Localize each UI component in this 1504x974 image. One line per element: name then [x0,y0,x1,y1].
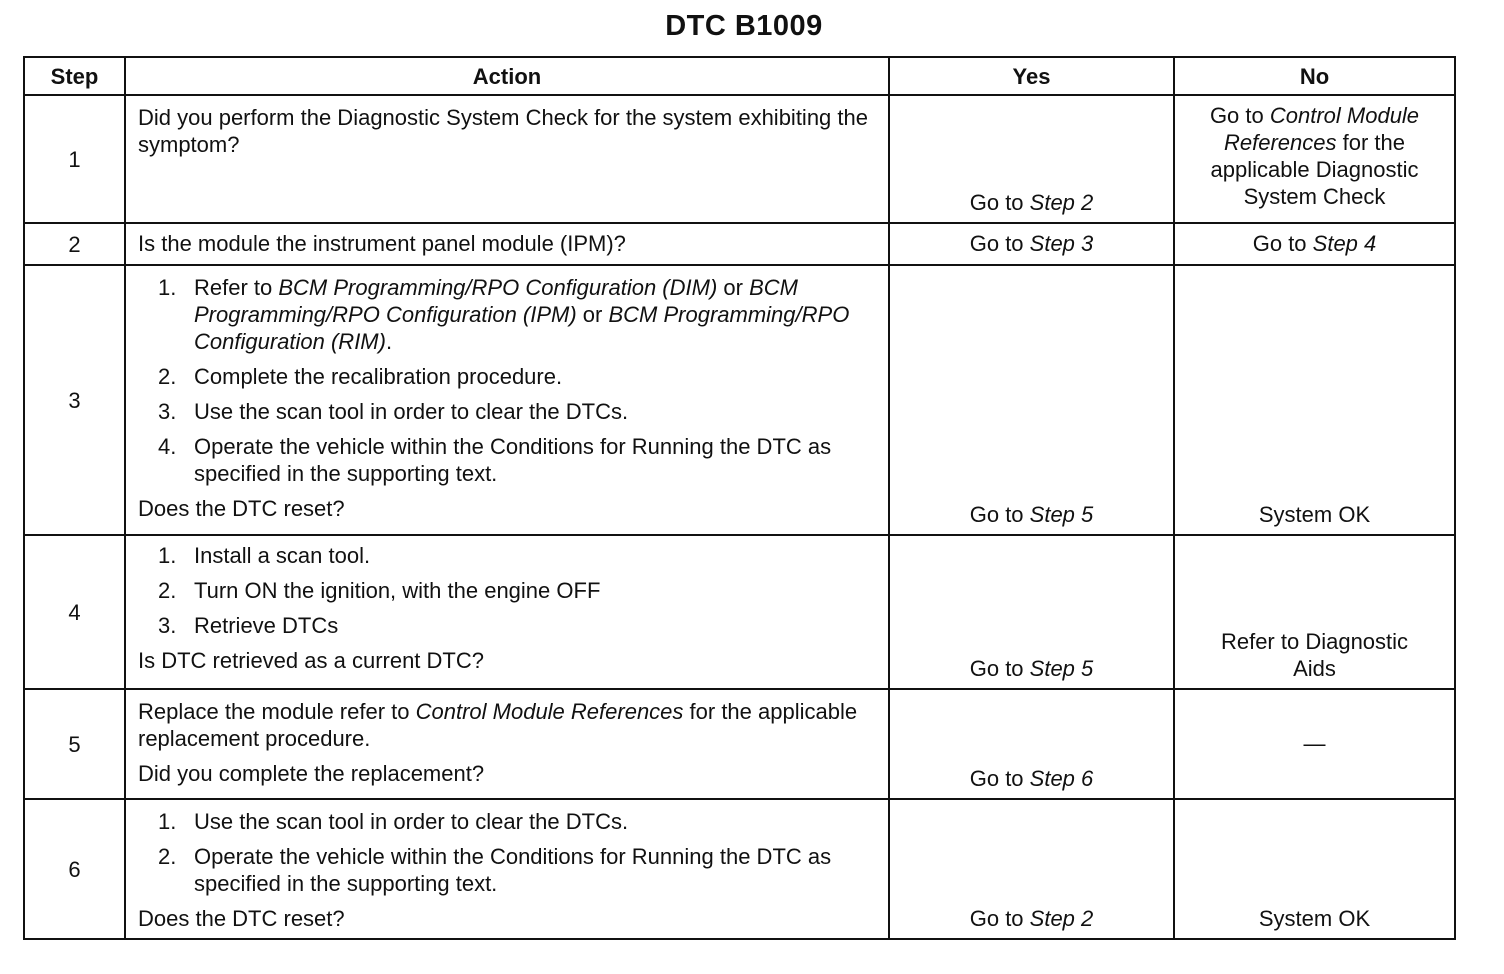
table-row [24,689,1455,799]
question-text: Did you complete the replacement? [138,761,485,786]
item-number: 1. [158,275,177,300]
reference-link[interactable]: Control Module References [415,699,684,724]
item-number: 1. [158,543,177,568]
no-suffix: for the applicable Diagnostic System Check [1210,130,1419,209]
step-link[interactable]: Step 4 [1312,230,1377,256]
yes-prefix: Go to [969,502,1030,527]
list-item [138,542,878,569]
item-number: 1. [158,809,177,834]
yes-prefix: Go to [969,190,1030,215]
reference-link[interactable]: BCM Programming/RPO Configuration (DIM) [278,275,718,300]
item-text: Use the scan tool in order to clear the DTCs. [194,399,629,424]
action-cell [125,95,889,223]
reference-link[interactable]: BCM Programming/RPO Configuration (IPM) [194,275,798,327]
table-row [24,223,1455,265]
item-text: Retrieve DTCs [194,613,339,638]
list-item [138,274,878,355]
question-text: Is DTC retrieved as a current DTC? [138,648,484,673]
item-text: Use the scan tool in order to clear the DTCs. [194,809,629,834]
item-text: or [576,302,609,327]
item-text: Turn ON the ignition, with the engine OFF [194,578,601,603]
no-cell [1174,95,1455,223]
yes-prefix: Go to [969,656,1030,681]
step-number: 1 [24,95,125,223]
header-step: Step [24,57,125,95]
question-text: Does the DTC reset? [138,906,345,931]
yes-prefix: Go to [969,906,1030,931]
step-number: 2 [24,223,125,265]
action-cell [125,223,889,265]
item-text: Install a scan tool. [194,543,371,568]
table-row [24,95,1455,223]
action-suffix: for the applicable replacement procedure. [138,699,858,751]
list-item [138,612,878,639]
action-text: Did you perform the Diagnostic System Check for the system exhibiting the symptom? [138,105,868,157]
reference-link[interactable]: BCM Programming/RPO Configuration (RIM) [194,302,850,354]
step-link[interactable]: Step 2 [1029,906,1094,931]
header-action: Action [125,57,889,95]
reference-link[interactable]: Control Module References [1224,103,1420,155]
step-number: 3 [24,265,125,535]
document-title: DTC B1009 [665,10,823,42]
list-item [138,398,878,425]
no-prefix: Go to [1209,103,1270,128]
diagnostic-table [23,56,1456,940]
item-number: 2. [158,578,177,603]
no-prefix: Go to [1252,230,1313,256]
action-text [138,698,878,752]
step-number: 5 [24,689,125,799]
item-number: 2. [158,844,177,869]
step-link[interactable]: Step 5 [1029,502,1094,527]
list-item [138,433,878,487]
procedure-list [138,542,878,639]
header-yes: Yes [889,57,1174,95]
item-text: . [385,329,393,354]
table-row [24,265,1455,535]
step-link[interactable]: Step 5 [1029,656,1094,681]
step-number: 4 [24,535,125,689]
step-number: 6 [24,799,125,939]
item-text: Complete the recalibration procedure. [194,364,563,389]
action-cell [125,265,889,535]
header-no: No [1174,57,1455,95]
action-cell [125,535,889,689]
step-link[interactable]: Step 2 [1029,190,1094,215]
item-text: Operate the vehicle within the Conditions for Running the DTC as specified in the supporting text. [194,434,832,486]
yes-cell [889,223,1174,265]
procedure-list [138,274,878,487]
list-item [138,363,878,390]
list-item [138,843,878,897]
item-text: Refer to [194,275,279,300]
no-cell: System OK [1174,799,1455,939]
procedure-list [138,808,878,897]
item-number: 3. [158,399,177,424]
yes-cell [889,95,1174,223]
item-number: 4. [158,434,177,459]
yes-prefix: Go to [969,230,1030,256]
no-cell: System OK [1174,265,1455,535]
action-text: Is the module the instrument panel module (IPM)? [138,231,626,256]
yes-prefix: Go to [969,766,1030,791]
item-text: Operate the vehicle within the Conditions for Running the DTC as specified in the supporting text. [194,844,832,896]
header-row [24,57,1455,95]
yes-cell [889,689,1174,799]
step-link[interactable]: Step 3 [1029,230,1094,256]
item-number: 3. [158,613,177,638]
action-prefix: Replace the module refer to [138,699,416,724]
item-number: 2. [158,364,177,389]
no-cell [1174,223,1455,265]
list-item [138,577,878,604]
table-row [24,799,1455,939]
table-row [24,535,1455,689]
list-item [138,808,878,835]
yes-cell [889,265,1174,535]
question-text: Does the DTC reset? [138,496,345,521]
action-cell [125,799,889,939]
item-text: or [717,275,750,300]
no-cell: — [1174,689,1455,799]
yes-cell [889,535,1174,689]
no-cell: Refer to Diagnostic Aids [1174,535,1455,689]
yes-cell [889,799,1174,939]
step-link[interactable]: Step 6 [1029,766,1094,791]
action-cell [125,689,889,799]
